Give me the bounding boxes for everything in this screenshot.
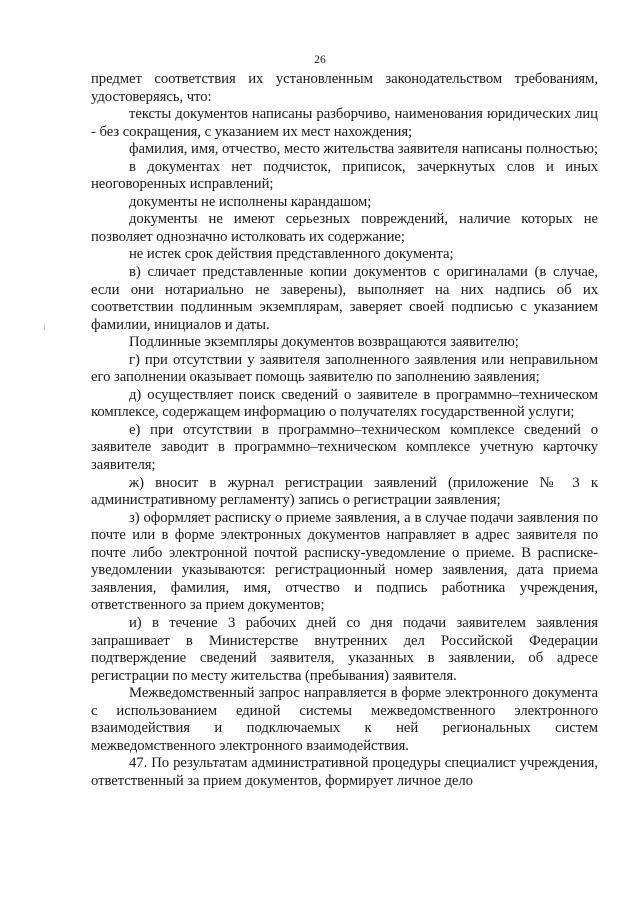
paragraph-no-damage: документы не имеют серьезных повреждений, наличие которых не позволяет однозначно истолковать их содержание; bbox=[91, 211, 598, 245]
paragraph-legible-texts: тексты документов написаны разборчиво, наименования юридических лиц - без сокращения, с указанием их мест нахождения; bbox=[91, 106, 598, 140]
paragraph-item-d: д) осуществляет поиск сведений о заявителе в программно–техническом комплексе, содержащем информацию о получателях государственной услуги; bbox=[91, 386, 598, 421]
paragraph-intro: предмет соответствия их установленным законодательством требованиям, удостоверяясь, что: bbox=[91, 71, 598, 105]
paragraph-full-name: фамилия, имя, отчество, место жительства заявителя написаны полностью; bbox=[129, 141, 599, 158]
paragraph-item-i: и) в течение 3 рабочих дней со дня подачи заявителем заявления запрашивает в Министерстве внутренних дел Российской Федерации подтверждение сведений заявителя, указанных в заявлении, об адресе регистрации по месту жительства (пребывания) заявителя. bbox=[91, 614, 598, 684]
paragraph-no-erasures: в документах нет подчисток, приписок, зачеркнутых слов и иных неоговоренных исправлений; bbox=[91, 158, 598, 193]
paragraph-not-pencil: документы не исполнены карандашом; bbox=[129, 193, 372, 210]
paragraph-item-z: з) оформляет расписку о приеме заявления, а в случае подачи заявления по почте или в форме электронных документов направляет в адрес заявителя по почте либо электронной почтой расписку-уведомление о приеме. В расписке-уведомлении указываются: регистрационный номер заявления, дата приема заявления, фамилия, имя, отчество и подпись работника учреждения, ответственного за прием документов; bbox=[91, 509, 598, 614]
margin-mark bbox=[44, 324, 45, 330]
paragraph-item-e: е) при отсутствии в программно–техническом комплексе сведений о заявителе заводит в программно–техническом комплексе учетную карточку заявителя; bbox=[91, 421, 598, 474]
paragraph-item-v: в) сличает представленные копии документов с оригиналами (в случае, если они нотариально не заверены), выполняет на них надпись об их соответствии подлинным экземплярам, заверяет своей подписью с указанием фамилии, инициалов и даты. bbox=[91, 264, 598, 333]
document-body bbox=[91, 71, 598, 790]
paragraph-not-expired: не истек срок действия представленного документа; bbox=[129, 246, 454, 263]
paragraph-item-g: г) при отсутствии у заявителя заполненного заявления или неправильном его заполнении оказывает помощь заявителю по заполнению заявления; bbox=[91, 351, 598, 386]
paragraph-item-zh: ж) вносит в журнал регистрации заявлений (приложение № 3 к административному регламенту) запись о регистрации заявления; bbox=[91, 474, 598, 509]
paragraph-originals-returned: Подлинные экземпляры документов возвращаются заявителю; bbox=[129, 334, 519, 351]
page-number: 26 bbox=[314, 54, 326, 66]
paragraph-item-47: 47. По результатам административной процедуры специалист учреждения, ответственный за прием документов, формирует личное дело bbox=[91, 755, 598, 789]
paragraph-interagency-request: Межведомственный запрос направляется в форме электронного документа с использованием единой системы межведомственного электронного взаимодействия и подключаемых к ней региональных систем межведомственного электронного взаимодействия. bbox=[91, 685, 598, 754]
